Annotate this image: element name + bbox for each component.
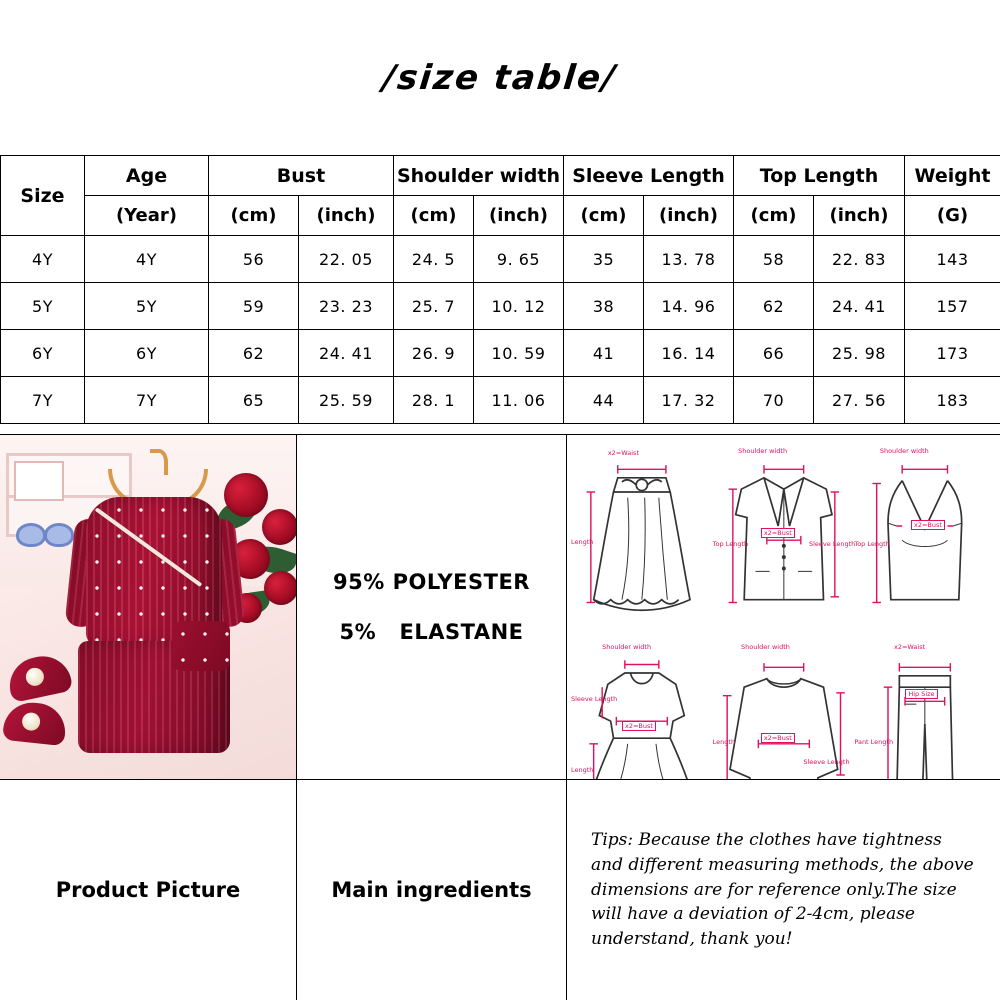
cell: 6Y <box>85 330 209 377</box>
rose <box>224 473 268 517</box>
header-unit-year: (Year) <box>85 196 209 236</box>
diagram-label-sleeve-length: Sleeve Length <box>571 694 618 703</box>
cell: 11. 06 <box>474 377 564 424</box>
cell: 24. 41 <box>814 283 905 330</box>
table-row <box>1 330 1000 377</box>
sunglasses-prop <box>16 523 74 543</box>
header-unit-bust-cm: (cm) <box>209 196 299 236</box>
cell: 22. 83 <box>814 236 905 283</box>
product-photo-illustration <box>0 435 296 779</box>
measurement-diagrams <box>567 435 1000 780</box>
header-age: Age <box>85 156 209 196</box>
diagram-label-top-length: Top Length <box>854 540 890 549</box>
cell: 25. 7 <box>394 283 474 330</box>
product-picture-label: Product Picture <box>55 878 241 902</box>
handbag <box>172 621 230 671</box>
cell: 5Y <box>85 283 209 330</box>
tips-text: Tips: Because the clothes have tightness and different measuring methods, the above dimensions are for reference only.The size will have a deviation of 2-4cm, please understand, thank you! <box>591 830 974 949</box>
cell: 173 <box>905 330 1000 377</box>
cell: 10. 12 <box>474 283 564 330</box>
diagram-label-shoulder-width: Shoulder width <box>740 643 790 652</box>
cell: 9. 65 <box>474 236 564 283</box>
measurement-diagrams-column <box>567 435 1000 1000</box>
cell: 65 <box>209 377 299 424</box>
header-unit-top-inch: (inch) <box>814 196 905 236</box>
diagram-label-waist: x2=Waist <box>893 643 926 652</box>
cell: 70 <box>734 377 814 424</box>
hanger-hook <box>150 449 168 475</box>
cell: 62 <box>734 283 814 330</box>
shoe <box>5 651 74 703</box>
cell: 38 <box>564 283 644 330</box>
ingredients-content <box>297 435 566 780</box>
table-row <box>1 377 1000 424</box>
diagram-label-pant-length: Pant Length <box>854 738 894 747</box>
table-header-row-2 <box>1 196 1000 236</box>
cell: 41 <box>564 330 644 377</box>
size-table <box>0 155 1000 424</box>
ingredient-line-2: 5% ELASTANE <box>339 620 524 644</box>
main-ingredients-label: Main ingredients <box>331 878 532 902</box>
header-unit-shoulder-inch: (inch) <box>474 196 564 236</box>
shoe <box>2 700 68 746</box>
cell: 143 <box>905 236 1000 283</box>
diagram-label-bust: x2=Bust <box>761 733 795 743</box>
cell: 25. 59 <box>299 377 394 424</box>
header-top-length: Top Length <box>734 156 905 196</box>
diagram-label-length: Length <box>571 766 594 775</box>
cell: 13. 78 <box>644 236 734 283</box>
bottom-section <box>0 434 1000 1000</box>
cell: 62 <box>209 330 299 377</box>
rose <box>264 571 296 605</box>
cell: 4Y <box>1 236 85 283</box>
cell: 7Y <box>1 377 85 424</box>
header-unit-weight-g: (G) <box>905 196 1000 236</box>
header-unit-sleeve-inch: (inch) <box>644 196 734 236</box>
cell: 23. 23 <box>299 283 394 330</box>
cell: 17. 32 <box>644 377 734 424</box>
title-area <box>0 0 1000 155</box>
rose <box>262 509 296 545</box>
diagram-collar-dress <box>571 639 713 780</box>
cell: 24. 5 <box>394 236 474 283</box>
cell: 22. 05 <box>299 236 394 283</box>
diagram-label-hip-size: Hip Size <box>905 689 937 699</box>
product-photo <box>0 435 296 780</box>
diagram-pants <box>854 639 996 780</box>
tips-cell <box>567 780 1000 1000</box>
diagram-label-shoulder-width: Shoulder width <box>738 446 788 455</box>
cell: 56 <box>209 236 299 283</box>
header-unit-shoulder-cm: (cm) <box>394 196 474 236</box>
product-picture-label-cell <box>0 780 296 1000</box>
cell: 4Y <box>85 236 209 283</box>
diagram-skirt <box>571 441 713 639</box>
cell: 7Y <box>85 377 209 424</box>
cell: 59 <box>209 283 299 330</box>
cell: 16. 14 <box>644 330 734 377</box>
cell: 10. 59 <box>474 330 564 377</box>
cell: 66 <box>734 330 814 377</box>
diagram-blazer <box>713 441 855 639</box>
diagram-label-shoulder-width: Shoulder width <box>602 643 652 652</box>
header-unit-top-cm: (cm) <box>734 196 814 236</box>
cell: 14. 96 <box>644 283 734 330</box>
header-weight: Weight <box>905 156 1000 196</box>
header-shoulder-width: Shoulder width <box>394 156 564 196</box>
diagram-long-sleeve-top <box>713 639 855 780</box>
diagram-label-waist: x2=Waist <box>607 448 639 457</box>
header-unit-bust-inch: (inch) <box>299 196 394 236</box>
cell: 26. 9 <box>394 330 474 377</box>
cell: 28. 1 <box>394 377 474 424</box>
diagram-label-length: Length <box>571 538 594 547</box>
ingredient-line-1: 95% POLYESTER <box>333 570 530 594</box>
diagram-camisole <box>854 441 996 639</box>
cell: 5Y <box>1 283 85 330</box>
cell: 25. 98 <box>814 330 905 377</box>
cell: 44 <box>564 377 644 424</box>
cell: 27. 56 <box>814 377 905 424</box>
diagram-label-bust: x2=Bust <box>911 520 945 530</box>
header-bust: Bust <box>209 156 394 196</box>
cell: 35 <box>564 236 644 283</box>
cell: 6Y <box>1 330 85 377</box>
cell: 157 <box>905 283 1000 330</box>
page-title: /size table/ <box>381 57 619 98</box>
table-row <box>1 236 1000 283</box>
diagram-label-length: Length <box>712 738 736 747</box>
main-ingredients-label-cell <box>297 780 566 1000</box>
cell: 24. 41 <box>299 330 394 377</box>
diagram-label-bust: x2=Bust <box>761 528 795 538</box>
diagram-label-sleeve-length: Sleeve Length <box>808 540 856 549</box>
header-unit-sleeve-cm: (cm) <box>564 196 644 236</box>
diagram-label-shoulder-width: Shoulder width <box>879 446 929 455</box>
cell: 58 <box>734 236 814 283</box>
cell: 183 <box>905 377 1000 424</box>
diagram-label-top-length: Top Length <box>712 540 749 549</box>
main-ingredients-column <box>297 435 567 1000</box>
table-header-row-1 <box>1 156 1000 196</box>
diagram-label-bust: x2=Bust <box>622 721 656 731</box>
header-size: Size <box>1 156 85 236</box>
product-picture-column <box>0 435 297 1000</box>
diagram-label-sleeve-length: Sleeve Length <box>803 758 850 767</box>
table-row <box>1 283 1000 330</box>
header-sleeve-length: Sleeve Length <box>564 156 734 196</box>
picture-frame-prop <box>14 461 64 501</box>
